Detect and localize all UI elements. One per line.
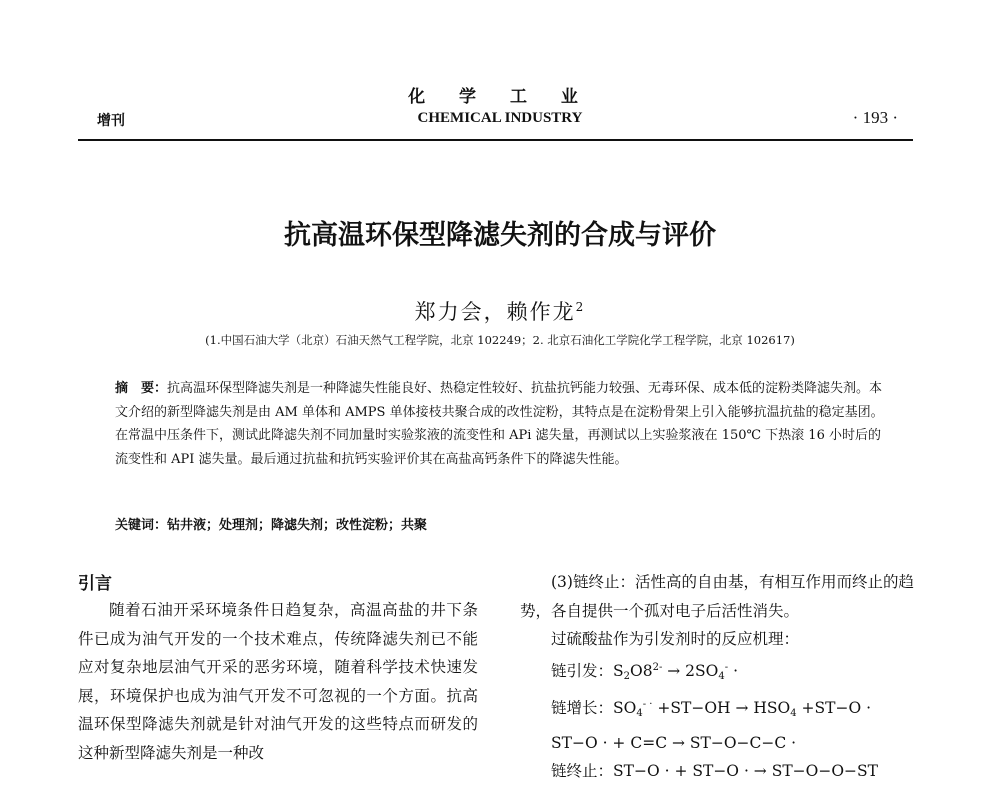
paper-title: 抗高温环保型降滤失剂的合成与评价	[284, 220, 716, 251]
propagation-equation-1: 链增长：$SO_4^{- \cdot} +ST-OH \to HSO_4 +ST-O$ ·	[551, 699, 872, 719]
keywords-label: 关键词：	[115, 518, 168, 533]
abstract-text: 抗高温环保型降滤失剂是一种降滤失性能良好、热稳定性较好、抗盐抗钙能力较强、无毒环保、成本低的淀粉类降滤失剂。本文介绍的新型降滤失剂是由 AM 单体和 AMPS 单体接枝共聚合成的改性淀粉，其特点是在淀粉骨架上引入能够抗温抗盐的稳定基团。在常温中压条件下，测试此降滤失剂不同加量时实验浆液的流变性和 APi 滤失量，再测试以上实验浆液在 150℃ 下热滚 16 小时后的流变性和 API 滤失量。最后通过抗盐和抗钙实验评价其在高盐高钙条件下的降滤失性能。	[115, 381, 884, 467]
header-rule	[78, 139, 913, 141]
section-heading-intro: 引言	[78, 574, 112, 594]
author-superscript: 2	[575, 300, 586, 314]
journal-name-chinese: 化 学 工 业	[408, 87, 592, 107]
right-column	[520, 568, 920, 786]
mechanism-intro: 过硫酸盐作为引发剂时的反应机理：	[551, 630, 800, 648]
keywords	[115, 514, 885, 533]
abstract	[115, 377, 885, 471]
affiliation: (1.中国石油大学（北京）石油天然气工程学院，北京 102249；2. 北京石油化工学院化学工程学院，北京 102617)	[205, 333, 795, 347]
author-line	[0, 296, 1000, 326]
propagation-equation-2: ST−O · + C=C → ST−O−C−C ·	[551, 733, 797, 752]
abstract-label: 摘 要：	[115, 381, 168, 396]
termination-intro: (3)链终止：活性高的自由基，有相互作用而终止的趋势，各自提供一个孤对电子后活性消失。	[520, 573, 914, 620]
journal-name-english: CHEMICAL INDUSTRY	[417, 110, 583, 126]
issue-label: 增刊	[97, 113, 125, 129]
keywords-text: 钻井液；处理剂；降滤失剂；改性淀粉；共聚	[167, 518, 428, 533]
author-names: 郑力会，赖作龙	[414, 300, 576, 324]
termination-equation: 链终止：ST−O · + ST−O · → ST−O−O−ST	[551, 762, 878, 780]
page-number: · 193 ·	[852, 108, 898, 127]
intro-paragraph: 随着石油开采环境条件日趋复杂，高温高盐的井下条件已成为油气开发的一个技术难点，传统降滤失剂已不能应对复杂地层油气开采的恶劣环境，随着科学技术快速发展，环境保护也成为油气开发不可忽视的一个方面。抗高温环保型降滤失剂就是针对油气开发的这些特点而研发的 这种新型降滤失剂是一种改	[78, 601, 478, 762]
initiation-equation: 链引发：$S_2O8^{2-} \to 2SO_4^-$ ·	[551, 661, 738, 682]
intro-column	[78, 596, 478, 767]
